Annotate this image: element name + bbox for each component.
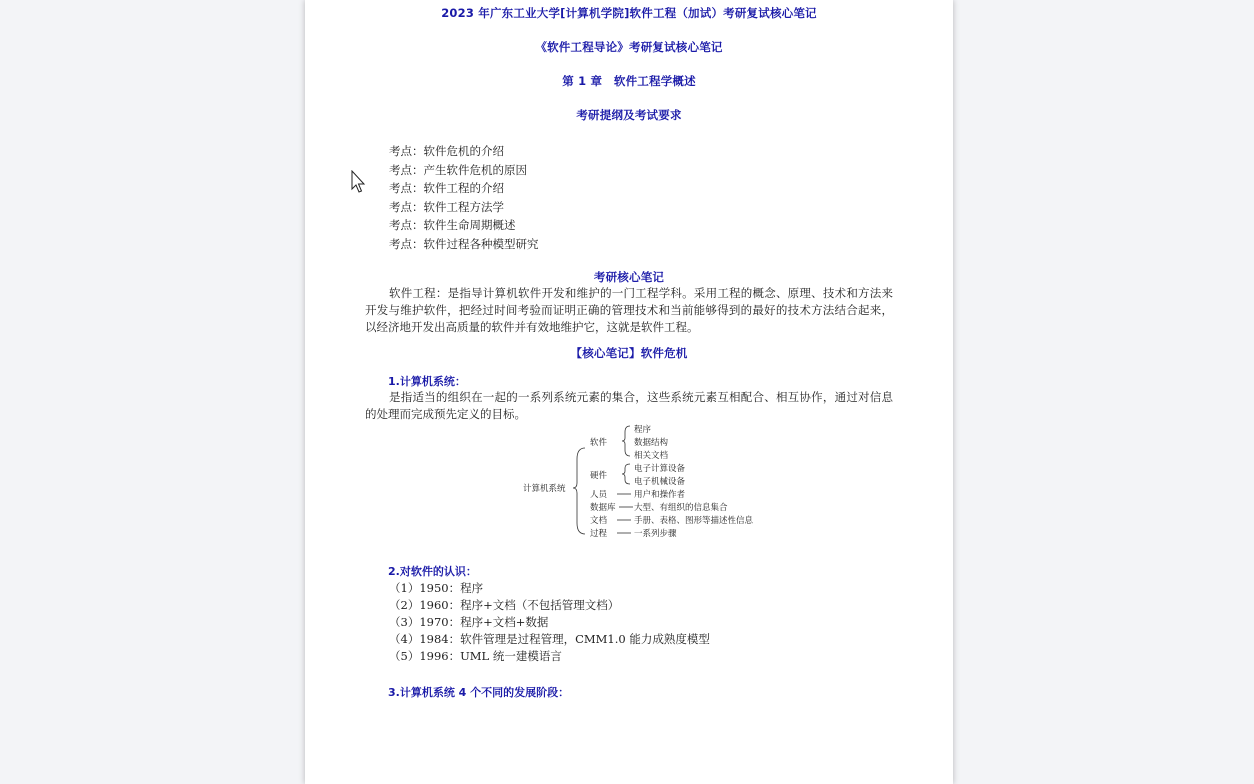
key-point: 考点：软件工程方法学 xyxy=(389,200,504,214)
list-item: （4）1984：软件管理是过程管理，CMM1.0 能力成熟度模型 xyxy=(389,632,710,646)
hardware-brace xyxy=(621,463,631,485)
software-item: 程序 xyxy=(634,425,652,435)
connector-line xyxy=(619,506,635,508)
hardware-item: 电子计算设备 xyxy=(634,464,686,474)
list-item: （5）1996：UML 统一建模语言 xyxy=(389,649,562,663)
subsection-title: 2.对软件的认识： xyxy=(388,565,477,578)
main-brace xyxy=(573,447,587,535)
section-title: 【核心笔记】软件危机 xyxy=(570,346,688,360)
subsection-title: 3.计算机系统 4 个不同的发展阶段： xyxy=(388,686,570,699)
component-label: 人员 xyxy=(590,490,608,500)
diagram-root: 计算机系统 xyxy=(523,484,566,494)
component-label: 过程 xyxy=(590,529,608,539)
component-label: 数据库 xyxy=(590,503,616,513)
subsection-title: 1.计算机系统： xyxy=(388,375,466,388)
notes-title: 考研核心笔记 xyxy=(593,270,665,284)
outline-title: 考研提纲及考试要求 xyxy=(576,108,682,122)
component-desc: 用户和操作者 xyxy=(634,490,686,500)
chapter-title: 第 1 章 软件工程学概述 xyxy=(562,74,696,88)
system-definition: 是指适当的组织在一起的一系列系统元素的集合，这些系统元素互相配合、相互协作，通过对信息的处理而完成预先定义的目标。 xyxy=(365,390,893,421)
key-point: 考点：软件危机的介绍 xyxy=(389,144,504,158)
list-item: （2）1960：程序+文档（不包括管理文档） xyxy=(389,598,620,612)
definition-paragraph: 软件工程：是指导计算机软件开发和维护的一门工程学科。采用工程的概念、原理、技术和方法来开发与维护软件，把经过时间考验而证明正确的管理技术和当前能够得到的最好的技术方法结合起来，以经济地开发出高质量的软件并有效地维护它，这就是软件工程。 xyxy=(365,286,893,334)
component-desc: 一系列步骤 xyxy=(634,529,677,539)
key-point: 考点：软件工程的介绍 xyxy=(389,181,504,195)
list-item: （3）1970：程序+文档+数据 xyxy=(389,615,549,629)
hardware-item: 电子机械设备 xyxy=(634,477,686,487)
software-item: 相关文档 xyxy=(634,451,669,461)
document-title: 2023 年广东工业大学[计算机学院]软件工程（加试）考研复试核心笔记 xyxy=(441,6,817,20)
book-title: 《软件工程导论》考研复试核心笔记 xyxy=(535,40,723,54)
connector-line xyxy=(617,519,633,521)
connector-line xyxy=(617,493,633,495)
hardware-label: 硬件 xyxy=(590,471,608,481)
connector-line xyxy=(617,532,633,534)
key-point: 考点：软件过程各种模型研究 xyxy=(389,237,539,251)
list-item: （1）1950：程序 xyxy=(389,581,484,595)
mouse-pointer-icon xyxy=(351,170,367,194)
software-brace xyxy=(621,425,631,457)
component-desc: 手册、表格、图形等描述性信息 xyxy=(634,516,754,526)
document-page xyxy=(305,0,953,784)
software-label: 软件 xyxy=(590,438,608,448)
component-label: 文档 xyxy=(590,516,608,526)
key-point: 考点：产生软件危机的原因 xyxy=(389,163,527,177)
component-desc: 大型、有组织的信息集合 xyxy=(634,503,728,513)
software-item: 数据结构 xyxy=(634,438,669,448)
key-point: 考点：软件生命周期概述 xyxy=(389,218,516,232)
